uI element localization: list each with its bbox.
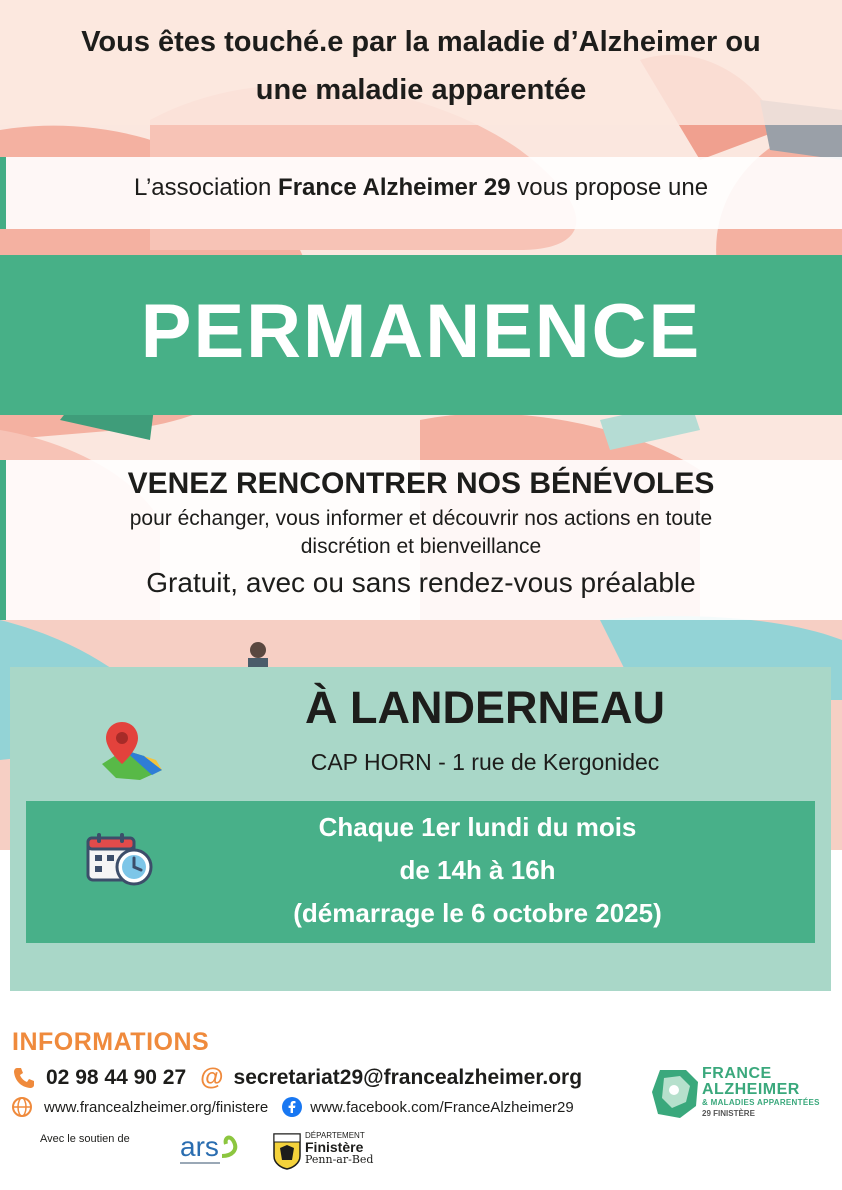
ars-logo-text: ars [180,1131,219,1162]
headline-disease: maladie d’Alzheimer [436,26,718,58]
map-pin-icon [100,720,166,782]
globe-icon [12,1097,32,1117]
intro-after: vous propose une [510,174,709,201]
france-alzheimer-logo [702,1066,820,1120]
invite-description [0,505,842,561]
calendar-clock-icon [86,832,154,886]
invite-desc-line2: discrétion et bienveillance [300,535,542,558]
phone-number[interactable]: 02 98 44 90 27 [46,1066,187,1089]
logo-line2: ALZHEIMER [702,1081,800,1098]
web-row [12,1095,574,1119]
invite-desc-line1: pour échanger, vous informer et découvrir nos actions en toute [129,507,713,530]
city: À LANDERNEAU [305,682,665,733]
logo-line4: 29 FINISTÈRE [702,1109,755,1118]
website-link[interactable]: www.francealzheimer.org/finistere [44,1098,269,1116]
address: CAP HORN - 1 rue de Kergonidec [310,749,660,775]
headline-text: Vous êtes touché.e par la [81,26,437,58]
finistere-shield-icon [272,1132,302,1170]
headline-line2: une maladie apparentée [255,74,587,106]
france-alzheimer-logo-icon [650,1068,700,1120]
contact-row [12,1064,582,1092]
email-link[interactable]: secretariat29@francealzheimer.org [233,1066,583,1089]
invite-section [0,465,842,601]
facebook-link[interactable]: www.facebook.com/FranceAlzheimer29 [310,1098,574,1116]
at-icon: @ [200,1064,224,1091]
intro-org: France Alzheimer 29 [278,174,511,201]
invite-free: Gratuit, avec ou sans rendez-vous préalable [146,567,696,598]
info-title: INFORMATIONS [12,1028,210,1056]
schedule-line2: de 14h à 16h [399,855,556,885]
ars-logo [180,1130,250,1170]
phone-icon [12,1066,36,1090]
dept-breton: Penn-ar-Bed [305,1153,374,1166]
intro-before: L’association [133,174,279,201]
finistere-logo [305,1131,373,1166]
intro-text [0,170,842,206]
dept-small: DÉPARTEMENT [305,1131,365,1140]
headline [0,18,842,114]
logo-line1: FRANCE [702,1065,772,1082]
facebook-icon [282,1097,302,1117]
dept-name: Finistère [305,1139,364,1155]
schedule-line1: Chaque 1er lundi du mois [318,812,637,842]
schedule-line3: (démarrage le 6 octobre 2025) [293,898,662,928]
logo-line3: & MALADIES APPARENTÉES [702,1098,820,1107]
headline-text: ou [717,26,761,58]
support-label: Avec le soutien de [40,1133,130,1145]
schedule-text [180,806,775,935]
page-title: PERMANENCE [140,289,702,374]
invite-heading: VENEZ RENCONTRER NOS BÉNÉVOLES [127,467,715,500]
